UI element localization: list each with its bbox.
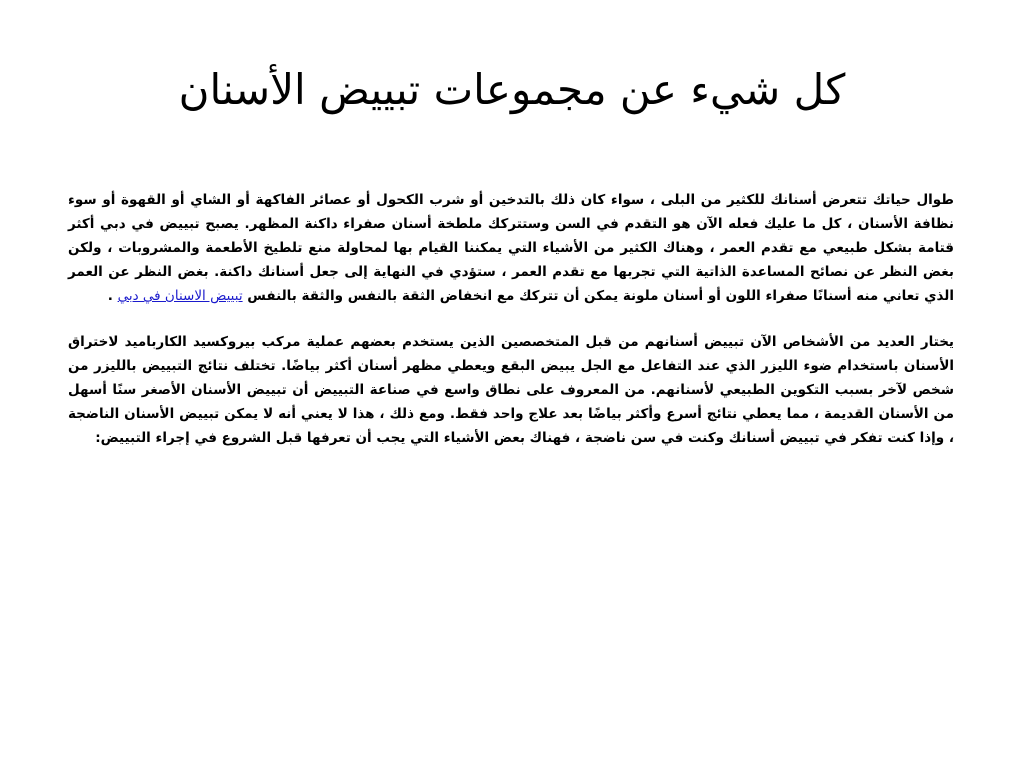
slide-body (68, 188, 954, 450)
teeth-whitening-dubai-link[interactable]: تبييض الاسنان في دبي (117, 288, 243, 304)
paragraph-1-end: . (107, 288, 113, 304)
body-paragraph-1 (68, 188, 954, 308)
slide-title: كل شيء عن مجموعات تبييض الأسنان (178, 65, 846, 114)
paragraph-1-text: طوال حياتك تتعرض أسنانك للكثير من البلى ، سواء كان ذلك بالتدخين أو شرب الكحول أو عصائر الفاكهة أو الشاي أو القهوة أو سوء نظافة الأسنان ، كل ما عليك فعله الآن هو التقدم في السن وستتركك ملطخة أسنان صفراء داكنة المظهر. يصبح تبييض في دبي أكثر قتامة بشكل طبيعي مع تقدم العمر ، وهناك الكثير من الأشياء التي يمكننا القيام بها لمحاولة منع تلطيخ الأطعمة والمشروبات ، ولكن بغض النظر عن نصائح المساعدة الذاتية التي تجربها مع تقدم العمر ، ستؤدي في النهاية إلى جعل أسنانك داكنة. بغض النظر عن العمر الذي تعاني منه أسنانًا صفراء اللون أو أسنان ملونة يمكن أن تتركك مع انخفاض الثقة بالنفس والثقة بالنفس (68, 192, 954, 304)
body-paragraph-2: يختار العديد من الأشخاص الآن تبييض أسنانهم من قبل المتخصصين الذين يستخدم بعضهم عملية مركب بيروكسيد الكارباميد لاختراق الأسنان باستخدام ضوء الليزر الذي عند التفاعل مع الجل يبيض البقع ويعطي مظهر أسنان أكثر بياضًا. تختلف نتائج التبييض بالليزر من شخص لآخر بسبب التكوين الطبيعي لأسنانهم. من المعروف على نطاق واسع في صناعة التبييض أن تبييض الأسنان الأصغر سنًا أسهل من الأسنان القديمة ، مما يعطي نتائج أسرع وأكثر بياضًا بعد علاج واحد فقط. ومع ذلك ، هذا لا يعني أنه لا يمكن تبييض الأسنان الناضجة ، وإذا كنت تفكر في تبييض أسنانك وكنت في سن ناضجة ، فهناك بعض الأشياء التي يجب أن تعرفها قبل الشروع في إجراء التبييض: (68, 334, 954, 446)
